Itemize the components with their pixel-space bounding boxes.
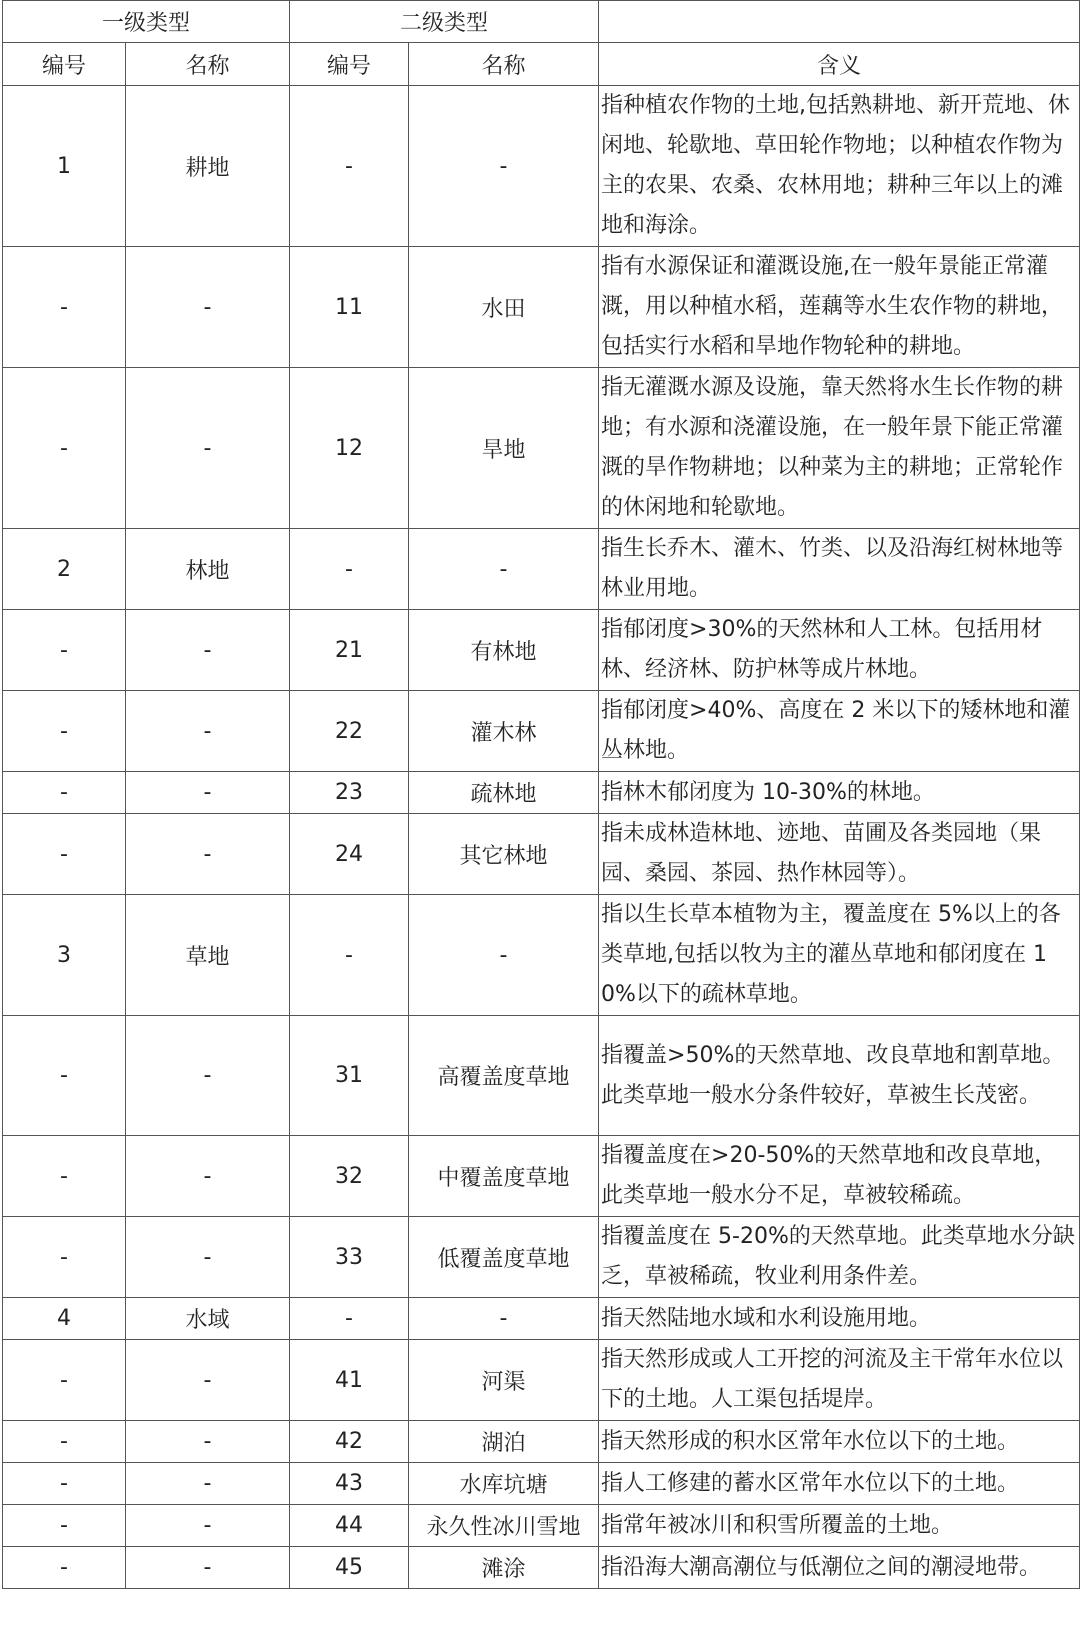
level2-name-cell: 旱地	[409, 368, 599, 529]
table-row	[3, 1463, 1080, 1505]
meaning-cell: 指天然形成的积水区常年水位以下的土地。	[599, 1421, 1080, 1463]
level2-code-cell: 12	[290, 368, 409, 529]
level2-name-cell: -	[409, 895, 599, 1016]
level2-name-cell: 中覆盖度草地	[409, 1136, 599, 1217]
level2-code-cell: -	[290, 529, 409, 610]
level2-name-cell: 其它林地	[409, 814, 599, 895]
level1-code-cell: -	[3, 247, 126, 368]
level1-name-cell: 林地	[126, 529, 290, 610]
meaning-cell: 指常年被冰川和积雪所覆盖的土地。	[599, 1505, 1080, 1547]
level1-code-cell: -	[3, 814, 126, 895]
meaning-cell: 指郁闭度>40%、高度在 2 米以下的矮林地和灌丛林地。	[599, 691, 1080, 772]
level1-name-cell: 耕地	[126, 86, 290, 247]
level1-name-cell: -	[126, 691, 290, 772]
table-header	[3, 1, 1080, 86]
level2-code-cell: 41	[290, 1340, 409, 1421]
level2-code-cell: 22	[290, 691, 409, 772]
header-meaning: 含义	[599, 43, 1080, 86]
level2-name-cell: 灌木林	[409, 691, 599, 772]
meaning-cell: 指种植农作物的土地,包括熟耕地、新开荒地、休闲地、轮歇地、草田轮作物地；以种植农作物为主的农果、农桑、农林用地；耕种三年以上的滩地和海涂。	[599, 86, 1080, 247]
level1-code-cell: -	[3, 1217, 126, 1298]
level2-code-cell: 33	[290, 1217, 409, 1298]
level2-code-cell: 21	[290, 610, 409, 691]
level2-code-cell: -	[290, 1298, 409, 1340]
table-row	[3, 1016, 1080, 1136]
table-row	[3, 1421, 1080, 1463]
level2-name-cell: 河渠	[409, 1340, 599, 1421]
table-body	[3, 86, 1080, 1589]
level1-code-cell: -	[3, 1016, 126, 1136]
header-level2-code: 编号	[290, 43, 409, 86]
level2-name-cell: 高覆盖度草地	[409, 1016, 599, 1136]
meaning-cell: 指沿海大潮高潮位与低潮位之间的潮浸地带。	[599, 1547, 1080, 1589]
level2-name-cell: -	[409, 1298, 599, 1340]
level1-code-cell: -	[3, 1547, 126, 1589]
level2-code-cell: -	[290, 86, 409, 247]
header-row-top	[3, 1, 1080, 43]
level1-code-cell: -	[3, 772, 126, 814]
level1-name-cell: -	[126, 610, 290, 691]
level2-name-cell: 水田	[409, 247, 599, 368]
meaning-cell: 指以生长草本植物为主，覆盖度在 5%以上的各类草地,包括以牧为主的灌丛草地和郁闭度在 10%以下的疏林草地。	[599, 895, 1080, 1016]
level2-code-cell: 24	[290, 814, 409, 895]
level1-name-cell: -	[126, 1421, 290, 1463]
level1-code-cell: -	[3, 1421, 126, 1463]
meaning-cell: 指生长乔木、灌木、竹类、以及沿海红树林地等林业用地。	[599, 529, 1080, 610]
table-row	[3, 610, 1080, 691]
level1-code-cell: 4	[3, 1298, 126, 1340]
header-level1-code: 编号	[3, 43, 126, 86]
level1-name-cell: -	[126, 368, 290, 529]
table-row	[3, 86, 1080, 247]
level2-code-cell: 45	[290, 1547, 409, 1589]
level1-code-cell: 2	[3, 529, 126, 610]
meaning-cell: 指天然形成或人工开挖的河流及主干常年水位以下的土地。人工渠包括堤岸。	[599, 1340, 1080, 1421]
level2-name-cell: 滩涂	[409, 1547, 599, 1589]
level1-name-cell: -	[126, 1463, 290, 1505]
level1-name-cell: 草地	[126, 895, 290, 1016]
table-row	[3, 772, 1080, 814]
meaning-cell: 指郁闭度>30%的天然林和人工林。包括用材林、经济林、防护林等成片林地。	[599, 610, 1080, 691]
table-row	[3, 1298, 1080, 1340]
level1-name-cell: -	[126, 814, 290, 895]
meaning-cell: 指覆盖度在>20-50%的天然草地和改良草地，此类草地一般水分不足，草被较稀疏。	[599, 1136, 1080, 1217]
table-row	[3, 691, 1080, 772]
land-classification-table	[2, 0, 1080, 1589]
level1-name-cell: -	[126, 1547, 290, 1589]
table-row	[3, 895, 1080, 1016]
table-row	[3, 247, 1080, 368]
header-level2-name: 名称	[409, 43, 599, 86]
meaning-cell: 指人工修建的蓄水区常年水位以下的土地。	[599, 1463, 1080, 1505]
level1-code-cell: -	[3, 368, 126, 529]
level1-name-cell: 水域	[126, 1298, 290, 1340]
level1-name-cell: -	[126, 1016, 290, 1136]
level1-code-cell: -	[3, 610, 126, 691]
meaning-cell: 指天然陆地水域和水利设施用地。	[599, 1298, 1080, 1340]
meaning-cell: 指未成林造林地、迹地、苗圃及各类园地（果园、桑园、茶园、热作林园等）。	[599, 814, 1080, 895]
level2-name-cell: 永久性冰川雪地	[409, 1505, 599, 1547]
table-row	[3, 814, 1080, 895]
level2-name-cell: -	[409, 86, 599, 247]
table-row	[3, 1340, 1080, 1421]
level1-name-cell: -	[126, 1136, 290, 1217]
table-row	[3, 529, 1080, 610]
meaning-cell: 指覆盖>50%的天然草地、改良草地和割草地。此类草地一般水分条件较好，草被生长茂密。	[599, 1016, 1080, 1136]
level1-name-cell: -	[126, 1340, 290, 1421]
header-empty	[599, 1, 1080, 43]
level1-code-cell: -	[3, 691, 126, 772]
level2-code-cell: 23	[290, 772, 409, 814]
level2-code-cell: 42	[290, 1421, 409, 1463]
level1-code-cell: 3	[3, 895, 126, 1016]
level1-code-cell: -	[3, 1463, 126, 1505]
table-row	[3, 1505, 1080, 1547]
level1-code-cell: -	[3, 1505, 126, 1547]
header-level1: 一级类型	[3, 1, 290, 43]
level2-code-cell: 44	[290, 1505, 409, 1547]
meaning-cell: 指林木郁闭度为 10-30%的林地。	[599, 772, 1080, 814]
level1-name-cell: -	[126, 1217, 290, 1298]
level2-name-cell: 有林地	[409, 610, 599, 691]
meaning-cell: 指有水源保证和灌溉设施,在一般年景能正常灌溉，用以种植水稻，莲藕等水生农作物的耕地，包括实行水稻和旱地作物轮种的耕地。	[599, 247, 1080, 368]
level1-code-cell: 1	[3, 86, 126, 247]
level2-name-cell: 低覆盖度草地	[409, 1217, 599, 1298]
table-row	[3, 368, 1080, 529]
table-row	[3, 1547, 1080, 1589]
table-row	[3, 1136, 1080, 1217]
header-level2: 二级类型	[290, 1, 599, 43]
level2-code-cell: -	[290, 895, 409, 1016]
header-row-sub	[3, 43, 1080, 86]
level1-code-cell: -	[3, 1340, 126, 1421]
table-row	[3, 1217, 1080, 1298]
level1-code-cell: -	[3, 1136, 126, 1217]
level2-name-cell: 疏林地	[409, 772, 599, 814]
level2-name-cell: -	[409, 529, 599, 610]
level1-name-cell: -	[126, 772, 290, 814]
level2-name-cell: 水库坑塘	[409, 1463, 599, 1505]
header-level1-name: 名称	[126, 43, 290, 86]
meaning-cell: 指覆盖度在 5-20%的天然草地。此类草地水分缺乏，草被稀疏，牧业利用条件差。	[599, 1217, 1080, 1298]
meaning-cell: 指无灌溉水源及设施，靠天然将水生长作物的耕地；有水源和浇灌设施，在一般年景下能正常灌溉的旱作物耕地；以种菜为主的耕地；正常轮作的休闲地和轮歇地。	[599, 368, 1080, 529]
level1-name-cell: -	[126, 247, 290, 368]
level2-code-cell: 32	[290, 1136, 409, 1217]
level2-code-cell: 11	[290, 247, 409, 368]
level2-code-cell: 31	[290, 1016, 409, 1136]
level2-code-cell: 43	[290, 1463, 409, 1505]
level1-name-cell: -	[126, 1505, 290, 1547]
level2-name-cell: 湖泊	[409, 1421, 599, 1463]
